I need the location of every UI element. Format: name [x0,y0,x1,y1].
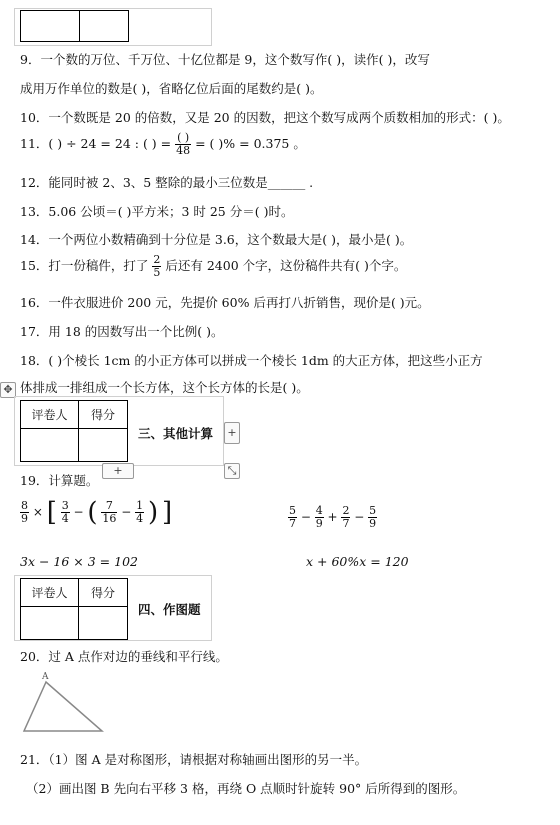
top-score-cell [80,11,128,41]
question-12: 12．能同时被 2、3、5 整除的最小三位数是______ . [20,175,314,190]
triangle-figure [18,668,108,736]
score-header-grader: 评卷人 [21,401,79,429]
question-11 [20,132,306,157]
calc2-minus2: − [354,510,365,524]
q15-pre: 15．打一份稿件，打了 [20,258,149,273]
add-row-button[interactable]: + [224,422,240,444]
score-cell-empty [79,607,127,639]
calc1-paren-open: ( [87,497,98,528]
top-score-box [20,10,129,42]
question-20: 20．过 A 点作对边的垂线和平行线。 [20,649,228,664]
calc-expression-1 [20,497,173,528]
score-header-score: 得分 [79,579,127,607]
calc1-bracket-open: [ [46,497,57,528]
q11-fraction-num: ( ) [177,131,190,144]
resize-handle-icon[interactable]: ⤡ [224,463,240,479]
question-17: 17．用 18 的因数写出一个比例( )。 [20,324,224,339]
point-a-label: A [42,672,49,682]
triangle-shape [24,682,102,731]
equation-2: x + 60%x = 120 [306,554,409,569]
score-cell-empty [79,429,127,461]
question-18-cont: 体排成一排组成一个长方体，这个长方体的长是( )。 [20,380,309,395]
calc1-frac-a [20,500,29,525]
calc1-minus: − [73,505,84,519]
q11-post: = ( )% = 0.375 。 [195,136,306,151]
score-cell-empty [21,429,79,461]
calc1-c-num: 7 [101,500,117,513]
calc1-a-den: 9 [21,512,28,525]
question-16: 16．一件衣服进价 200 元，先提价 60% 后再打八折销售，现价是( )元。 [20,295,430,310]
equation-1: 3x − 16 × 3 = 102 [20,554,138,569]
calc2-c-num: 2 [342,504,350,517]
calc2-frac-c [341,505,350,530]
section4-score-box [20,578,128,640]
section3-score-box [20,400,128,462]
calc2-frac-a [288,505,297,530]
section-3-title: 三、其他计算 [138,426,214,441]
calc1-times: × [32,505,43,519]
score-header-grader: 评卷人 [21,579,79,607]
calc1-frac-b [61,500,70,525]
q15-post: 后还有 2400 个字，这份稿件共有( )个字。 [165,258,407,273]
calc2-b-num: 4 [315,504,323,517]
calc1-d-den: 4 [136,512,144,525]
q15-fraction-num: 2 [153,253,161,266]
calc2-d-den: 9 [369,517,377,530]
score-grid [21,401,127,461]
calc1-b-den: 4 [61,512,69,525]
q15-fraction [152,254,161,279]
calc2-c-den: 7 [342,517,350,530]
score-grid [21,579,127,639]
move-handle-icon[interactable]: ✥ [0,382,16,398]
calc2-frac-b [315,505,324,530]
calc2-a-num: 5 [289,504,296,517]
question-18: 18．( )个棱长 1cm 的小正方体可以拼成一个棱长 1dm 的大正方体，把这些小正方 [20,353,483,368]
calc1-b-num: 3 [61,499,69,512]
top-score-cell [21,11,80,41]
calc2-b-den: 9 [315,517,323,530]
section-4-title: 四、作图题 [138,602,201,617]
calc1-a-num: 8 [21,499,28,512]
question-21-part1: 21．（1）图 A 是对称图形，请根据对称轴画出图形的另一半。 [20,752,368,767]
calc2-frac-d [368,505,377,530]
question-14: 14．一个两位小数精确到十分位是 3.6，这个数最大是( )，最小是( )。 [20,232,413,247]
question-13: 13．5.06 公顷＝( )平方米；3 时 25 分＝( )时。 [20,204,294,219]
add-below-button[interactable]: + [102,463,134,479]
question-10: 10．一个数既是 20 的倍数，又是 20 的因数，把这个数写成两个质数相加的形式：( )。 [20,110,510,125]
calc2-plus: + [327,510,338,524]
question-9: 9．一个数的万位、千万位、十亿位都是 9，这个数写作( )，读作( )，改写 [20,52,430,67]
score-header-score: 得分 [79,401,127,429]
calc1-c-den: 16 [102,512,117,525]
calc2-minus: − [300,510,311,524]
calc-expression-2 [288,505,377,530]
calc1-bracket-close: ] [161,497,173,528]
calc1-frac-d [135,500,144,525]
q11-fraction-den: 48 [176,144,191,157]
question-15 [20,254,406,279]
question-9-cont: 成用万作单位的数是( )，省略亿位后面的尾数约是( )。 [20,81,323,96]
calc1-frac-c [101,500,117,525]
calc1-paren-close: ) [147,497,159,528]
calc1-d-num: 1 [136,499,144,512]
calc2-d-num: 5 [369,504,377,517]
q11-pre: 11．( ) ÷ 24 = 24 : ( ) = [20,136,172,151]
q15-fraction-den: 5 [153,266,161,279]
question-19: 19．计算题。 [20,473,99,488]
calc1-minus2: − [121,505,132,519]
question-21-part2: （2）画出图 B 先向右平移 3 格，再绕 O 点顺时针旋转 90° 后所得到的图形。 [26,781,466,796]
q11-fraction [175,132,191,157]
calc2-a-den: 7 [289,517,296,530]
score-cell-empty [21,607,79,639]
